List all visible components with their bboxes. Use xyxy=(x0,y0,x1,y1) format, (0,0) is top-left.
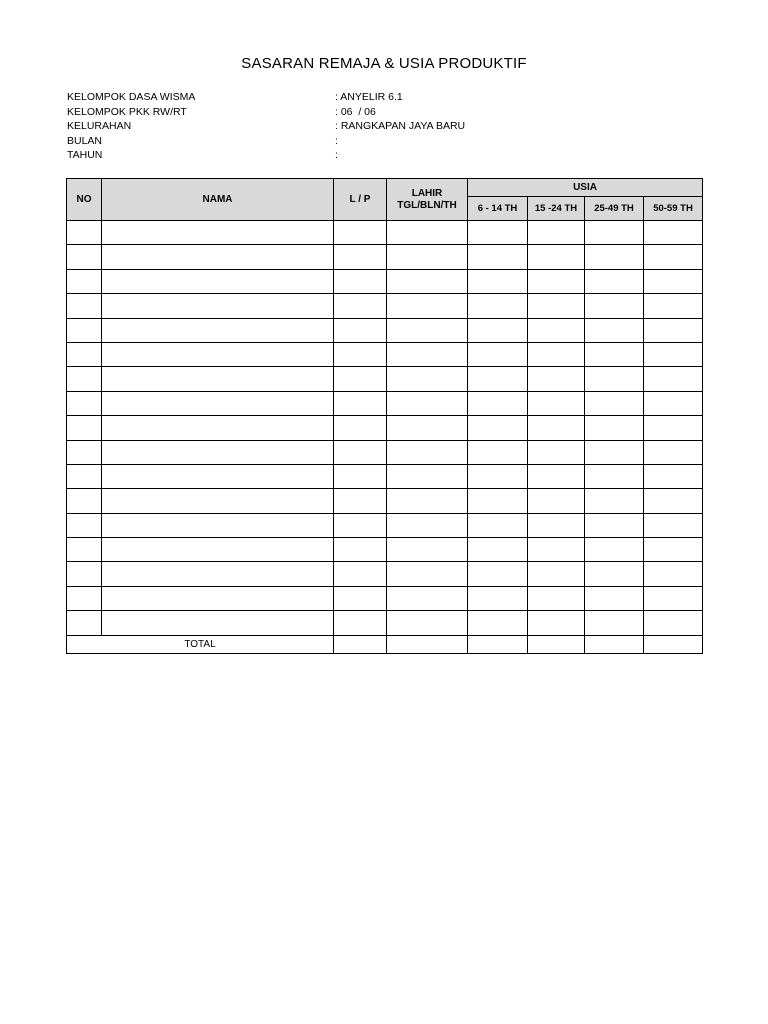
cell-no xyxy=(67,538,102,562)
cell-lp xyxy=(334,294,387,318)
cell-nama xyxy=(102,416,334,440)
cell-lahir xyxy=(387,586,468,610)
cell-nama xyxy=(102,269,334,293)
info-row-dasa-wisma xyxy=(67,90,707,105)
header-lahir-line2: TGL/BLN/TH xyxy=(397,199,457,211)
cell-lp xyxy=(334,562,387,586)
cell-no xyxy=(67,318,102,342)
cell-lp xyxy=(334,318,387,342)
cell-nama xyxy=(102,245,334,269)
cell-nama xyxy=(102,440,334,464)
cell-usia-25-49 xyxy=(585,318,644,342)
cell-usia-15-24 xyxy=(528,611,585,635)
table-row xyxy=(67,318,703,342)
cell-usia-25-49 xyxy=(585,245,644,269)
cell-usia-50-59 xyxy=(644,611,703,635)
table-row xyxy=(67,562,703,586)
cell-usia-6-14 xyxy=(468,294,528,318)
total-lp xyxy=(334,635,387,653)
cell-usia-25-49 xyxy=(585,538,644,562)
table-row xyxy=(67,342,703,366)
cell-usia-6-14 xyxy=(468,318,528,342)
cell-lp xyxy=(334,513,387,537)
cell-usia-6-14 xyxy=(468,342,528,366)
cell-lahir xyxy=(387,391,468,415)
cell-usia-6-14 xyxy=(468,440,528,464)
cell-lp xyxy=(334,221,387,245)
cell-lahir xyxy=(387,269,468,293)
total-row xyxy=(67,635,703,653)
table-row xyxy=(67,586,703,610)
cell-no xyxy=(67,245,102,269)
cell-usia-6-14 xyxy=(468,586,528,610)
cell-usia-50-59 xyxy=(644,586,703,610)
cell-no xyxy=(67,489,102,513)
cell-lp xyxy=(334,464,387,488)
cell-usia-50-59 xyxy=(644,318,703,342)
cell-usia-15-24 xyxy=(528,416,585,440)
document-title: SASARAN REMAJA & USIA PRODUKTIF xyxy=(241,55,527,72)
cell-no xyxy=(67,464,102,488)
cell-nama xyxy=(102,562,334,586)
cell-no xyxy=(67,269,102,293)
cell-usia-50-59 xyxy=(644,513,703,537)
header-lp: L / P xyxy=(334,179,387,221)
header-lahir-line1: LAHIR xyxy=(411,187,443,199)
cell-lp xyxy=(334,611,387,635)
cell-nama xyxy=(102,464,334,488)
cell-usia-25-49 xyxy=(585,586,644,610)
cell-usia-15-24 xyxy=(528,294,585,318)
cell-usia-50-59 xyxy=(644,367,703,391)
cell-usia-50-59 xyxy=(644,440,703,464)
cell-usia-15-24 xyxy=(528,221,585,245)
cell-lahir xyxy=(387,416,468,440)
table-body xyxy=(67,221,703,654)
cell-usia-15-24 xyxy=(528,538,585,562)
table-row xyxy=(67,269,703,293)
header-usia-25-49: 25-49 TH xyxy=(585,197,644,221)
header-usia-15-24: 15 -24 TH xyxy=(528,197,585,221)
info-value: : RANGKAPAN JAYA BARU xyxy=(335,120,466,133)
cell-usia-50-59 xyxy=(644,245,703,269)
cell-no xyxy=(67,367,102,391)
cell-usia-50-59 xyxy=(644,538,703,562)
cell-usia-15-24 xyxy=(528,342,585,366)
cell-usia-25-49 xyxy=(585,464,644,488)
cell-nama xyxy=(102,538,334,562)
cell-usia-50-59 xyxy=(644,294,703,318)
cell-nama xyxy=(102,318,334,342)
total-usia-6-14 xyxy=(468,635,528,653)
cell-lahir xyxy=(387,318,468,342)
cell-lp xyxy=(334,489,387,513)
info-value: : ANYELIR 6.1 xyxy=(335,91,403,103)
cell-no xyxy=(67,391,102,415)
cell-usia-15-24 xyxy=(528,513,585,537)
info-row-tahun xyxy=(67,148,707,163)
cell-usia-25-49 xyxy=(585,342,644,366)
cell-usia-50-59 xyxy=(644,391,703,415)
cell-usia-25-49 xyxy=(585,269,644,293)
cell-usia-25-49 xyxy=(585,367,644,391)
cell-lp xyxy=(334,367,387,391)
cell-lahir xyxy=(387,221,468,245)
cell-lahir xyxy=(387,342,468,366)
info-row-kelurahan xyxy=(67,119,707,134)
cell-lahir xyxy=(387,611,468,635)
table-row xyxy=(67,464,703,488)
cell-lp xyxy=(334,342,387,366)
info-value: : xyxy=(335,149,338,162)
table-row xyxy=(67,416,703,440)
cell-usia-25-49 xyxy=(585,391,644,415)
cell-usia-6-14 xyxy=(468,367,528,391)
cell-lahir xyxy=(387,440,468,464)
cell-usia-50-59 xyxy=(644,489,703,513)
cell-lahir xyxy=(387,489,468,513)
total-usia-50-59 xyxy=(644,635,703,653)
cell-lp xyxy=(334,245,387,269)
cell-nama xyxy=(102,489,334,513)
cell-usia-25-49 xyxy=(585,416,644,440)
total-usia-15-24 xyxy=(528,635,585,653)
cell-usia-50-59 xyxy=(644,342,703,366)
cell-no xyxy=(67,586,102,610)
table-row xyxy=(67,489,703,513)
cell-nama xyxy=(102,391,334,415)
table-row xyxy=(67,538,703,562)
cell-usia-6-14 xyxy=(468,391,528,415)
cell-lp xyxy=(334,269,387,293)
cell-usia-25-49 xyxy=(585,489,644,513)
table-row xyxy=(67,611,703,635)
table-row xyxy=(67,245,703,269)
cell-lahir xyxy=(387,245,468,269)
cell-usia-50-59 xyxy=(644,464,703,488)
cell-lahir xyxy=(387,367,468,391)
cell-usia-6-14 xyxy=(468,269,528,293)
cell-lahir xyxy=(387,513,468,537)
cell-usia-50-59 xyxy=(644,269,703,293)
cell-usia-50-59 xyxy=(644,416,703,440)
cell-nama xyxy=(102,611,334,635)
cell-usia-6-14 xyxy=(468,464,528,488)
cell-usia-15-24 xyxy=(528,269,585,293)
cell-no xyxy=(67,294,102,318)
cell-lahir xyxy=(387,294,468,318)
cell-usia-6-14 xyxy=(468,489,528,513)
cell-nama xyxy=(102,513,334,537)
cell-usia-15-24 xyxy=(528,367,585,391)
info-label: KELOMPOK DASA WISMA xyxy=(67,91,196,103)
cell-nama xyxy=(102,586,334,610)
cell-usia-15-24 xyxy=(528,464,585,488)
total-lahir xyxy=(387,635,468,653)
header-no: NO xyxy=(67,179,102,221)
cell-nama xyxy=(102,342,334,366)
header-nama: NAMA xyxy=(102,179,334,221)
cell-no xyxy=(67,562,102,586)
info-row-pkk-rw-rt xyxy=(67,105,707,120)
cell-nama xyxy=(102,367,334,391)
info-label: KELOMPOK PKK RW/RT xyxy=(67,105,187,118)
header-usia-50-59: 50-59 TH xyxy=(644,197,703,221)
table-row xyxy=(67,513,703,537)
cell-usia-25-49 xyxy=(585,513,644,537)
info-value: : xyxy=(335,134,338,147)
cell-lp xyxy=(334,440,387,464)
table-row xyxy=(67,391,703,415)
cell-lahir xyxy=(387,538,468,562)
cell-lp xyxy=(334,586,387,610)
cell-usia-25-49 xyxy=(585,440,644,464)
cell-no xyxy=(67,513,102,537)
cell-no xyxy=(67,416,102,440)
target-table xyxy=(66,178,703,654)
cell-usia-25-49 xyxy=(585,294,644,318)
cell-usia-15-24 xyxy=(528,586,585,610)
cell-nama xyxy=(102,221,334,245)
cell-lahir xyxy=(387,464,468,488)
cell-usia-6-14 xyxy=(468,245,528,269)
cell-no xyxy=(67,611,102,635)
cell-usia-50-59 xyxy=(644,221,703,245)
header-usia: USIA xyxy=(468,179,703,197)
cell-usia-15-24 xyxy=(528,391,585,415)
table-row xyxy=(67,440,703,464)
info-block xyxy=(67,90,707,163)
cell-usia-6-14 xyxy=(468,513,528,537)
cell-usia-6-14 xyxy=(468,538,528,562)
cell-usia-25-49 xyxy=(585,562,644,586)
header-lahir xyxy=(387,179,468,221)
cell-no xyxy=(67,221,102,245)
cell-usia-6-14 xyxy=(468,416,528,440)
cell-usia-15-24 xyxy=(528,562,585,586)
info-row-bulan xyxy=(67,134,707,149)
cell-usia-15-24 xyxy=(528,318,585,342)
cell-usia-25-49 xyxy=(585,611,644,635)
info-label: KELURAHAN xyxy=(67,120,132,133)
cell-no xyxy=(67,440,102,464)
cell-usia-15-24 xyxy=(528,440,585,464)
cell-usia-25-49 xyxy=(585,221,644,245)
table-row xyxy=(67,294,703,318)
info-label: TAHUN xyxy=(67,149,103,162)
header-usia-6-14: 6 - 14 TH xyxy=(468,197,528,221)
cell-no xyxy=(67,342,102,366)
cell-usia-6-14 xyxy=(468,611,528,635)
cell-usia-15-24 xyxy=(528,245,585,269)
table-row xyxy=(67,367,703,391)
info-label: BULAN xyxy=(67,134,103,147)
cell-usia-6-14 xyxy=(468,562,528,586)
total-usia-25-49 xyxy=(585,635,644,653)
table-row xyxy=(67,221,703,245)
cell-lp xyxy=(334,391,387,415)
cell-lp xyxy=(334,416,387,440)
cell-lahir xyxy=(387,562,468,586)
info-value: : 06 / 06 xyxy=(335,105,376,118)
cell-nama xyxy=(102,294,334,318)
cell-usia-15-24 xyxy=(528,489,585,513)
cell-lp xyxy=(334,538,387,562)
cell-usia-6-14 xyxy=(468,221,528,245)
total-label: TOTAL xyxy=(67,635,334,653)
cell-usia-50-59 xyxy=(644,562,703,586)
